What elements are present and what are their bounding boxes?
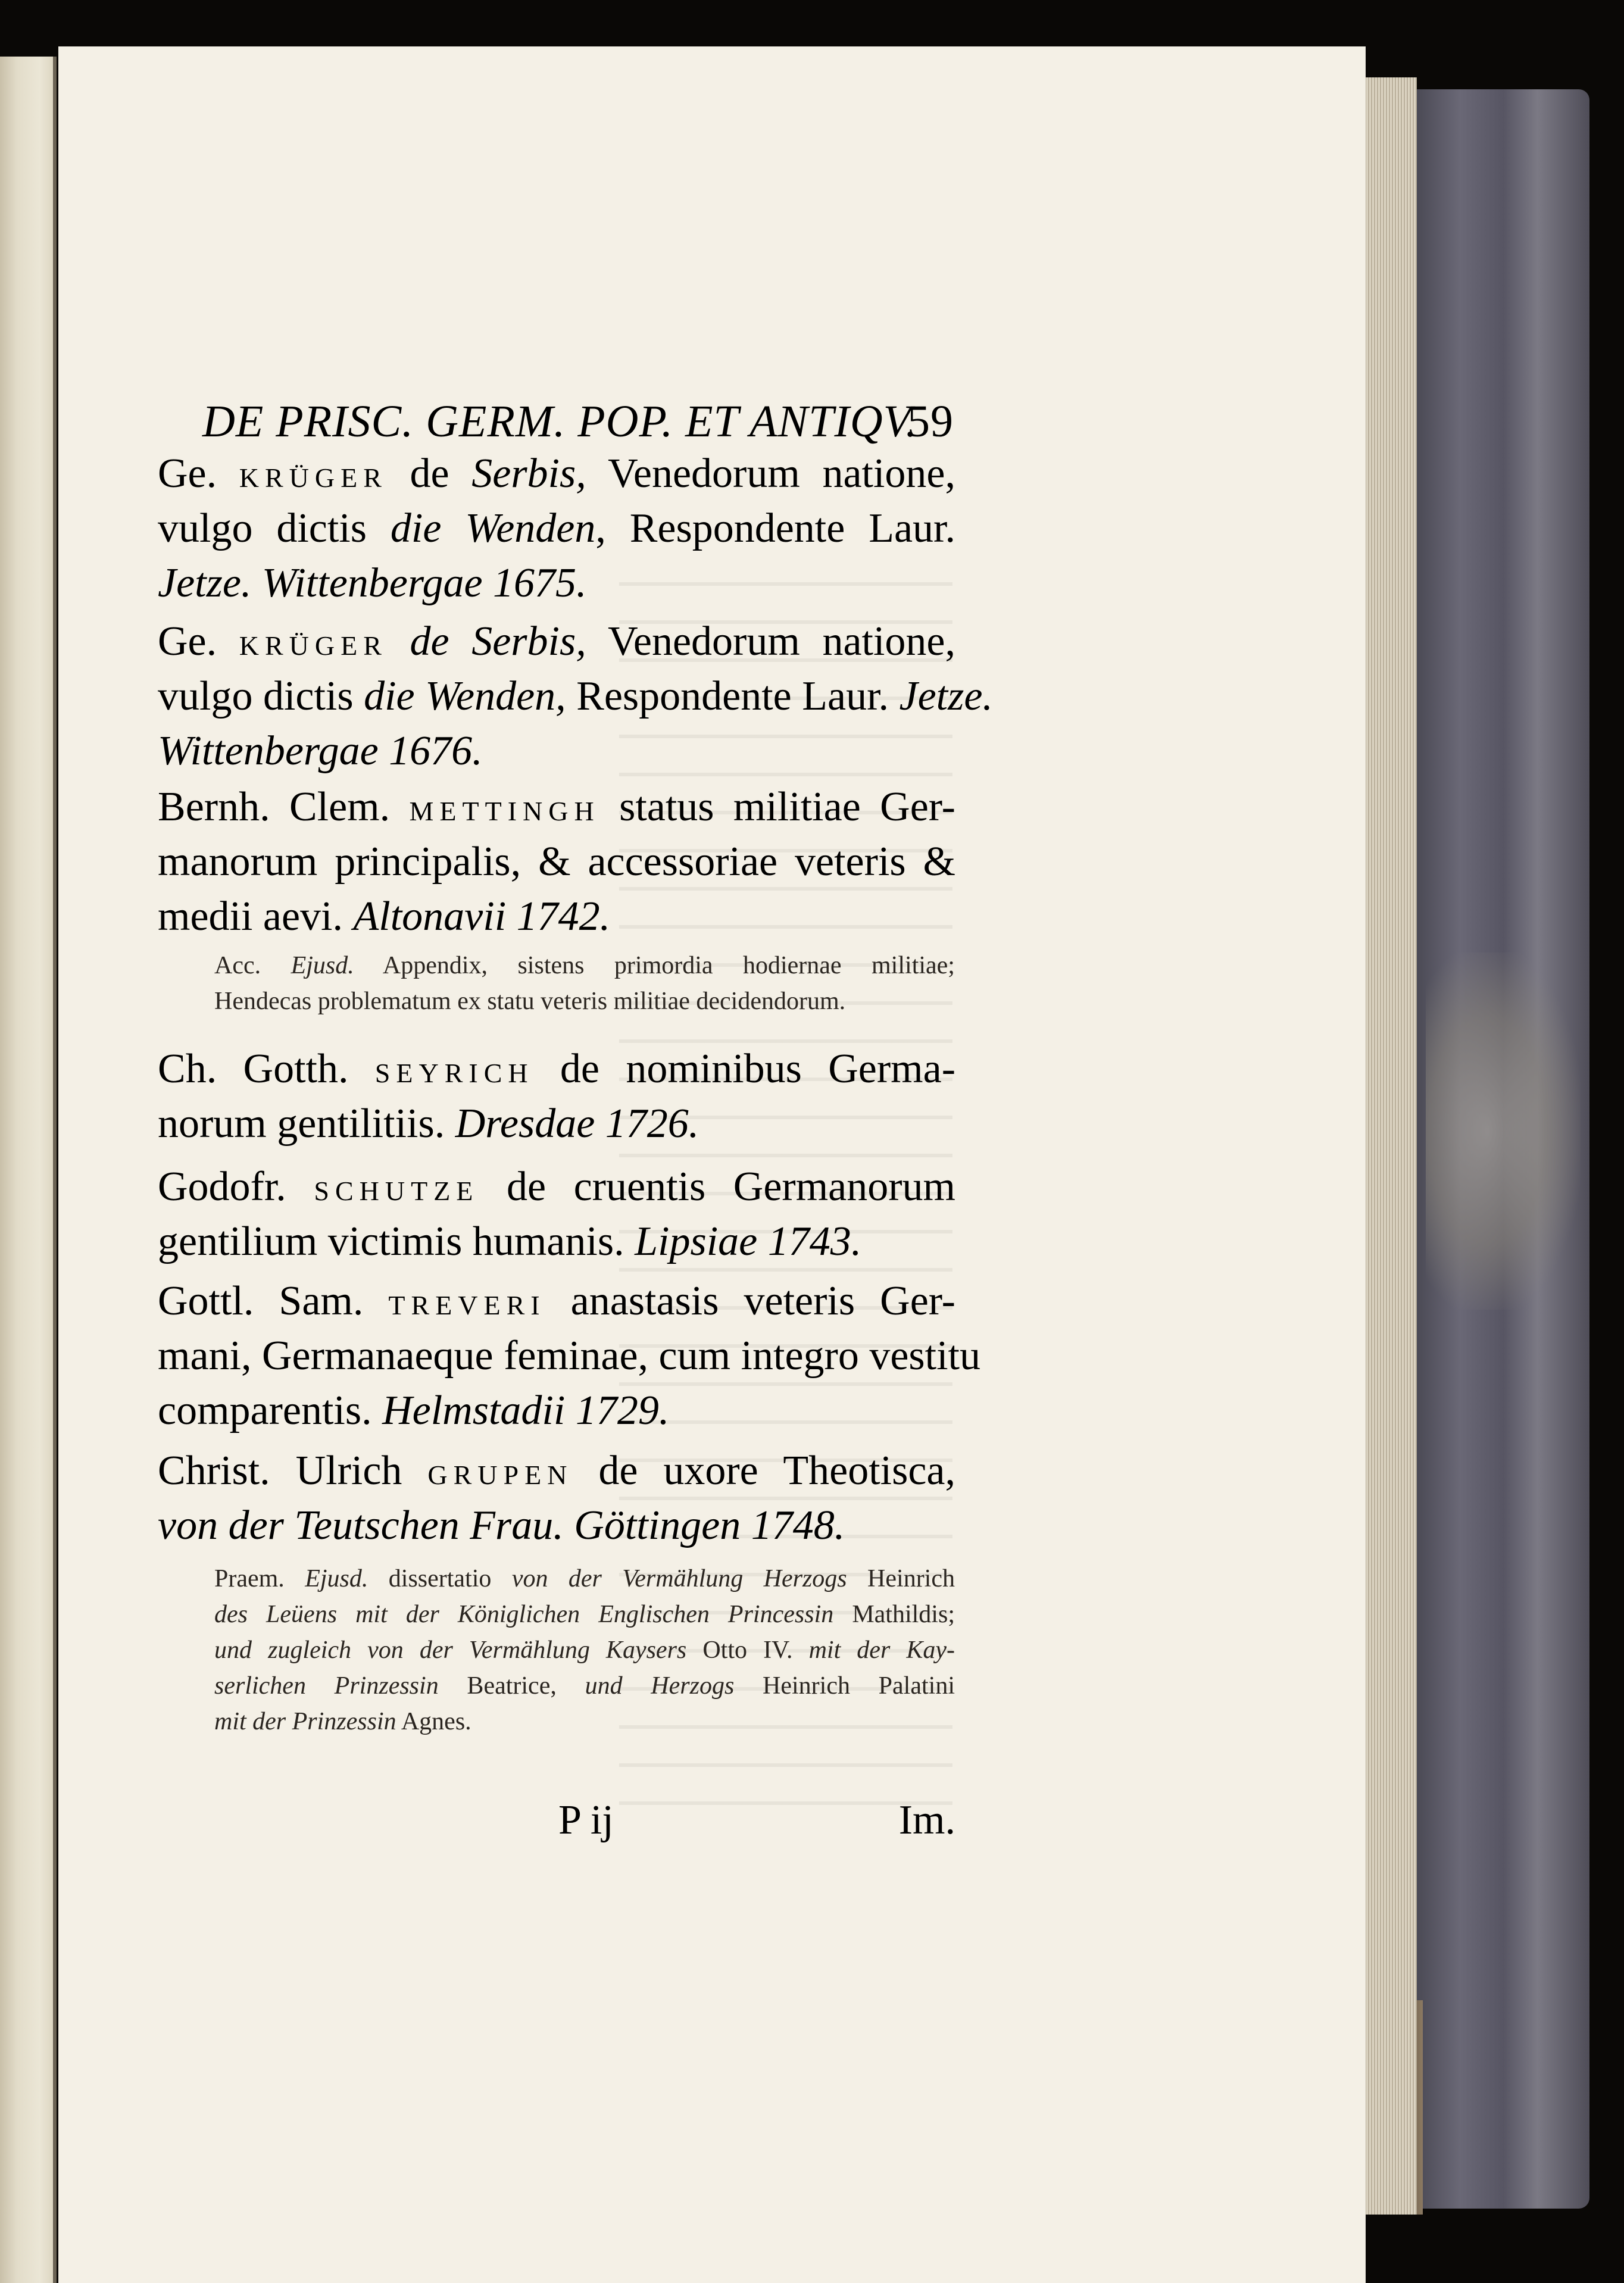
note-line bbox=[214, 1561, 955, 1597]
bibliography-entry bbox=[158, 1274, 980, 1438]
italic-text: des Leüens mit der Königlichen Englischen Princessin bbox=[214, 1601, 834, 1628]
text-run: vulgo dictis bbox=[158, 673, 364, 719]
entry-line bbox=[158, 780, 955, 835]
text-run: , Respondente Laur. bbox=[595, 505, 955, 551]
text-run: Appendix, sistens primordia hodiernae militiae; bbox=[354, 952, 955, 979]
entry-line bbox=[158, 1160, 955, 1214]
author-surname: GRUPEN bbox=[427, 1460, 573, 1490]
italic-text: Jetze. Wittenbergae 1675. bbox=[158, 560, 587, 606]
text-run: Mathildis; bbox=[833, 1601, 955, 1628]
text-run: medii aevi. bbox=[158, 894, 354, 939]
text-run: norum gentilitiis. bbox=[158, 1101, 455, 1147]
italic-text: Wittenbergae 1676. bbox=[158, 728, 483, 774]
text-run: Ge. bbox=[158, 619, 239, 664]
italic-text: Dresdae 1726. bbox=[455, 1101, 699, 1147]
facing-page-edge bbox=[0, 57, 57, 2283]
italic-text: serlichen Prinzessin bbox=[214, 1672, 439, 1700]
text-run: Bernh. Clem. bbox=[158, 784, 410, 830]
text-run: Acc. bbox=[214, 952, 291, 979]
entry-line bbox=[158, 1042, 955, 1097]
text-run: Ge. bbox=[158, 451, 239, 496]
page-number: 59 bbox=[907, 396, 954, 446]
catchword: Im. bbox=[898, 1797, 955, 1843]
text-run: mani, Germanaeque feminae, cum integro vestitu bbox=[158, 1333, 980, 1379]
note-line bbox=[214, 948, 955, 983]
bibliography-entry bbox=[158, 1444, 955, 1553]
text-run: Godofr. bbox=[158, 1164, 314, 1210]
entry-line bbox=[158, 501, 955, 556]
text-run: de cruentis Germanorum bbox=[479, 1164, 955, 1210]
bibliography-entry bbox=[158, 1042, 955, 1151]
italic-text: die Wenden bbox=[390, 505, 596, 551]
author-surname: METTINGH bbox=[409, 796, 600, 826]
note-line bbox=[214, 1668, 955, 1704]
text-run: Christ. Ulrich bbox=[158, 1448, 428, 1494]
bibliography-note bbox=[214, 1561, 955, 1739]
note-line bbox=[214, 1597, 955, 1632]
italic-text: Helmstadii 1729. bbox=[382, 1388, 670, 1433]
text-run bbox=[388, 619, 410, 664]
entry-line bbox=[158, 614, 955, 669]
italic-text: mit der Kay- bbox=[808, 1636, 955, 1664]
text-run: Beatrice, bbox=[438, 1672, 585, 1700]
text-run: Respondente Laur. bbox=[566, 673, 900, 719]
entry-line bbox=[158, 1498, 955, 1553]
entry-line bbox=[158, 889, 955, 944]
italic-text: von der Vermählung Herzogs bbox=[511, 1565, 847, 1592]
bibliography-entry bbox=[158, 780, 955, 944]
entry-line bbox=[158, 724, 955, 779]
text-run: vulgo dictis bbox=[158, 505, 391, 551]
italic-text: von der Teutschen Frau. Göttingen 1748. bbox=[158, 1503, 845, 1548]
text-run: status militiae Ger- bbox=[599, 784, 955, 830]
bibliography-entry bbox=[158, 614, 993, 779]
text-run: Venedorum natione, bbox=[586, 451, 955, 496]
author-surname: SCHUTZE bbox=[314, 1176, 479, 1206]
cover-marbling bbox=[1426, 952, 1581, 1310]
bibliography-entry bbox=[158, 1160, 955, 1269]
author-surname: SEYRICH bbox=[374, 1058, 534, 1088]
bibliography-note bbox=[214, 948, 955, 1019]
author-surname: TREVERI bbox=[388, 1290, 546, 1320]
text-run: comparentis. bbox=[158, 1388, 383, 1433]
text-run: Gottl. Sam. bbox=[158, 1278, 389, 1324]
text-run: Heinrich bbox=[847, 1565, 955, 1592]
text-run: Otto IV. bbox=[686, 1636, 809, 1664]
entry-line bbox=[158, 1329, 980, 1383]
italic-text: und zugleich von der Vermählung Kaysers bbox=[214, 1636, 687, 1664]
entry-line bbox=[158, 446, 955, 501]
text-run: Praem. bbox=[214, 1565, 305, 1592]
note-line bbox=[214, 983, 955, 1019]
bibliography-entry bbox=[158, 446, 955, 611]
running-header bbox=[202, 396, 954, 448]
italic-text: die Wenden, bbox=[364, 673, 566, 719]
text-run: dissertatio bbox=[368, 1565, 512, 1592]
text-run: Agnes. bbox=[396, 1708, 471, 1735]
entry-line bbox=[158, 1444, 955, 1498]
entry-line bbox=[158, 556, 955, 611]
signature-mark: P ij bbox=[558, 1797, 614, 1843]
running-title: DE PRISC. GERM. POP. ET ANTIQV. bbox=[202, 396, 918, 446]
entry-line bbox=[158, 835, 955, 889]
italic-text: Ejusd. bbox=[291, 952, 354, 979]
note-line bbox=[214, 1632, 955, 1668]
entry-line bbox=[158, 1274, 955, 1329]
italic-text: Serbis, bbox=[471, 451, 586, 496]
italic-text: de Serbis, bbox=[410, 619, 586, 664]
italic-text: Altonavii 1742. bbox=[353, 894, 611, 939]
entry-line bbox=[158, 1214, 955, 1269]
text-run: anastasis veteris Ger- bbox=[545, 1278, 955, 1324]
text-run: de uxore Theotisca, bbox=[573, 1448, 956, 1494]
author-surname: KRÜGER bbox=[239, 463, 388, 493]
entry-line bbox=[158, 669, 993, 724]
italic-text: Jetze. bbox=[899, 673, 993, 719]
italic-text: mit der Prinzessin bbox=[214, 1708, 396, 1735]
text-run: Hendecas problematum ex statu veteris militiae decidendorum. bbox=[214, 988, 846, 1015]
text-run: Ch. Gotth. bbox=[158, 1046, 375, 1092]
text-run: manorum principalis, & accessoriae veteris & bbox=[158, 839, 955, 885]
text-run: de nominibus Germa- bbox=[533, 1046, 955, 1092]
text-run: Venedorum natione, bbox=[586, 619, 955, 664]
note-line bbox=[214, 1704, 955, 1739]
entry-line bbox=[158, 1383, 955, 1438]
text-run: gentilium victimis humanis. bbox=[158, 1219, 635, 1264]
text-run: de bbox=[387, 451, 472, 496]
author-surname: KRÜGER bbox=[239, 630, 388, 661]
entry-line bbox=[158, 1097, 955, 1151]
italic-text: und Herzogs bbox=[585, 1672, 735, 1700]
italic-text: Lipsiae 1743. bbox=[635, 1219, 862, 1264]
italic-text: Ejusd. bbox=[305, 1565, 368, 1592]
text-run: Heinrich Palatini bbox=[734, 1672, 955, 1700]
